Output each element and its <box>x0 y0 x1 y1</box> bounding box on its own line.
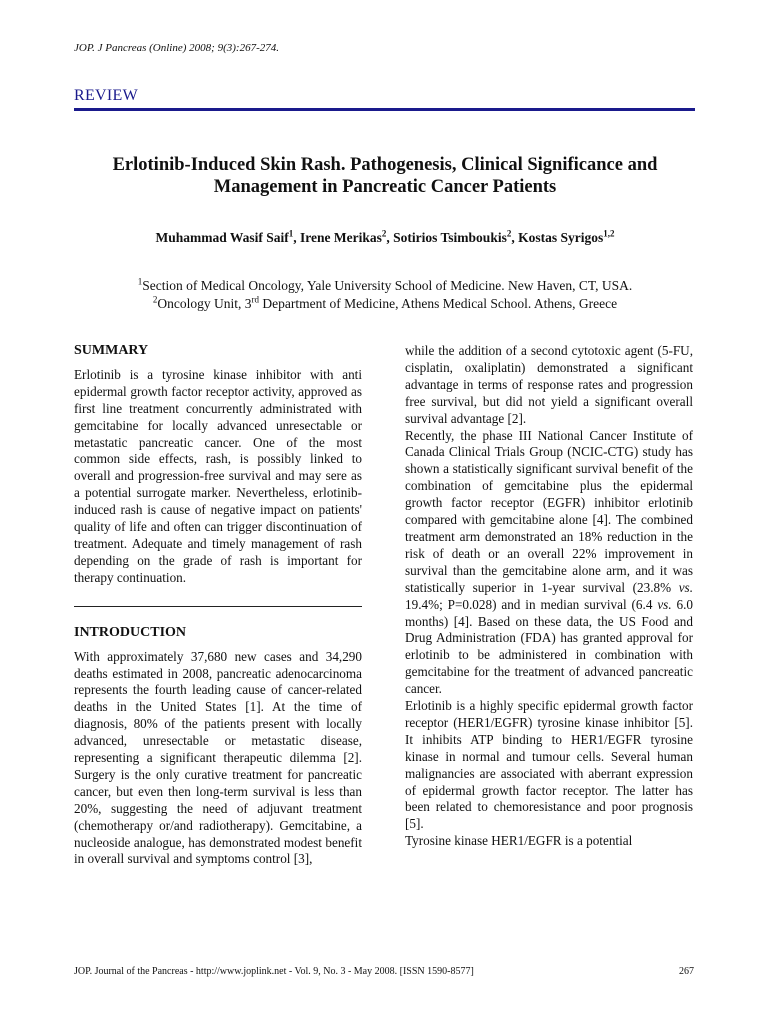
author-affiliation-sup: 2 <box>381 228 387 239</box>
right-column <box>405 343 693 850</box>
affiliation-text: Oncology Unit, 3 <box>157 296 252 311</box>
affiliation-text: Department of Medicine, Athens Medical School. Athens, Greece <box>259 296 618 311</box>
body-text: 6.0 months) [4]. Based on these data, the US Food and Drug Administration (FDA) has granted approval for erlotinib to be administered in combination with gemcitabine for the treatment of advanced pancreatic cancer. <box>405 596 694 697</box>
page-number: 267 <box>679 966 694 977</box>
body-paragraph-2 <box>405 428 693 699</box>
author-separator: , <box>293 230 301 245</box>
body-text: 19.4%; P=0.028) and in median survival (6.4 <box>405 596 658 612</box>
affiliation-1 <box>60 277 710 295</box>
italic-vs: vs. <box>678 579 693 595</box>
author-name: Kostas Syrigos <box>518 230 604 245</box>
affiliation-text: Section of Medical Oncology, Yale University School of Medicine. New Haven, CT, USA. <box>142 278 633 293</box>
footer-citation: JOP. Journal of the Pancreas - http://www.joplink.net - Vol. 9, No. 3 - May 2008. [ISSN 1590-8577] <box>74 966 474 977</box>
author-name: Irene Merikas <box>300 230 382 245</box>
left-column <box>74 343 362 868</box>
author-separator: , <box>511 230 519 245</box>
italic-vs: vs. <box>657 596 672 612</box>
affiliations <box>60 277 710 313</box>
author-list <box>60 230 710 246</box>
article-title <box>60 154 710 198</box>
title-line-1: Erlotinib-Induced Skin Rash. Pathogenesis, Clinical Significance and <box>112 155 658 175</box>
page-footer <box>74 966 694 977</box>
affiliation-2 <box>60 295 710 313</box>
summary-paragraph: Erlotinib is a tyrosine kinase inhibitor with anti epidermal growth factor receptor activity, approved as first line treatment concurrently administrated with gemcitabine for locally advanced unresectable or metastatic pancreatic cancer. One of the most common side effects, rash, is possibly linked to overall and progression-free survival and may sere as a potential surrogate marker. Nevertheless, erlotinib-induced rash is cause of negative impact on patients' quality of life and often can trigger discontinuation of treatment. Adequate and timely management of rash depending on the grade of rash is important for therapy continuation. <box>74 366 362 585</box>
section-label: REVIEW <box>74 87 139 104</box>
author-name: Sotirios Tsimboukis <box>393 230 507 245</box>
ordinal-suffix: rd <box>251 294 260 305</box>
title-line-2: Management in Pancreatic Cancer Patients <box>213 177 557 197</box>
header-rule <box>74 108 695 111</box>
author-name: Muhammad Wasif Saif <box>155 230 289 245</box>
body-paragraph-4: Tyrosine kinase HER1/EGFR is a potential <box>405 833 633 849</box>
author-affiliation-sup: 2 <box>506 228 512 239</box>
summary-heading: SUMMARY <box>74 343 149 358</box>
body-paragraph-3: Erlotinib is a highly specific epidermal growth factor receptor (HER1/EGFR) tyrosine kinase inhibitor [5]. It inhibits ATP binding to HER1/EGFR tyrosine kinase in normal and tumour cells. Several human malignancies are associated with aberrant expression of epidermal growth factor receptor. The latter has been related to chemoresistance and poor prognosis [5]. <box>405 698 693 832</box>
author-affiliation-sup: 1,2 <box>603 228 615 239</box>
author-affiliation-sup: 1 <box>288 228 294 239</box>
body-paragraph-1: while the addition of a second cytotoxic agent (5-FU, cisplatin, oxaliplatin) demonstrated a significant advantage in terms of response rates and progression free survival, but did not yield a significant overall survival advantage [2]. <box>405 343 693 426</box>
introduction-paragraph: With approximately 37,680 new cases and 34,290 deaths estimated in 2008, pancreatic adenocarcinoma represents the fourth leading cause of cancer-related deaths in the United States [1]. At the time of diagnosis, 80% of the patients present with locally advanced, unresectable or metastatic disease, representing a significant therapeutic dilemma [2]. Surgery is the only curative treatment for pancreatic cancer, but even then long-term survival is less than 20%, suggesting the need of adjuvant treatment (chemotherapy or/and radiotherapy). Gemcitabine, a nucleoside analogue, has demonstrated modest benefit in overall survival and symptoms control [3], <box>74 648 362 867</box>
affiliation-marker: 2 <box>152 294 158 305</box>
journal-citation: JOP. J Pancreas (Online) 2008; 9(3):267-274. <box>74 42 279 54</box>
section-divider <box>74 606 362 607</box>
body-text: Recently, the phase III National Cancer Institute of Canada Clinical Trials Group (NCIC-CTG) study has shown a statistically significant survival benefit of the combination of gemcitabine plus the epidermal growth factor receptor (EGFR) inhibitor erlotinib compared with gemcitabine alone [4]. The combined treatment arm demonstrated an 18% reduction in the risk of death or an overall 22% improvement in survival than the gemcitabine alone arm, and it was statistically superior in 1-year survival (23.8% <box>405 427 693 595</box>
author-separator: , <box>386 230 394 245</box>
affiliation-marker: 1 <box>137 276 143 287</box>
introduction-heading: INTRODUCTION <box>74 624 187 640</box>
